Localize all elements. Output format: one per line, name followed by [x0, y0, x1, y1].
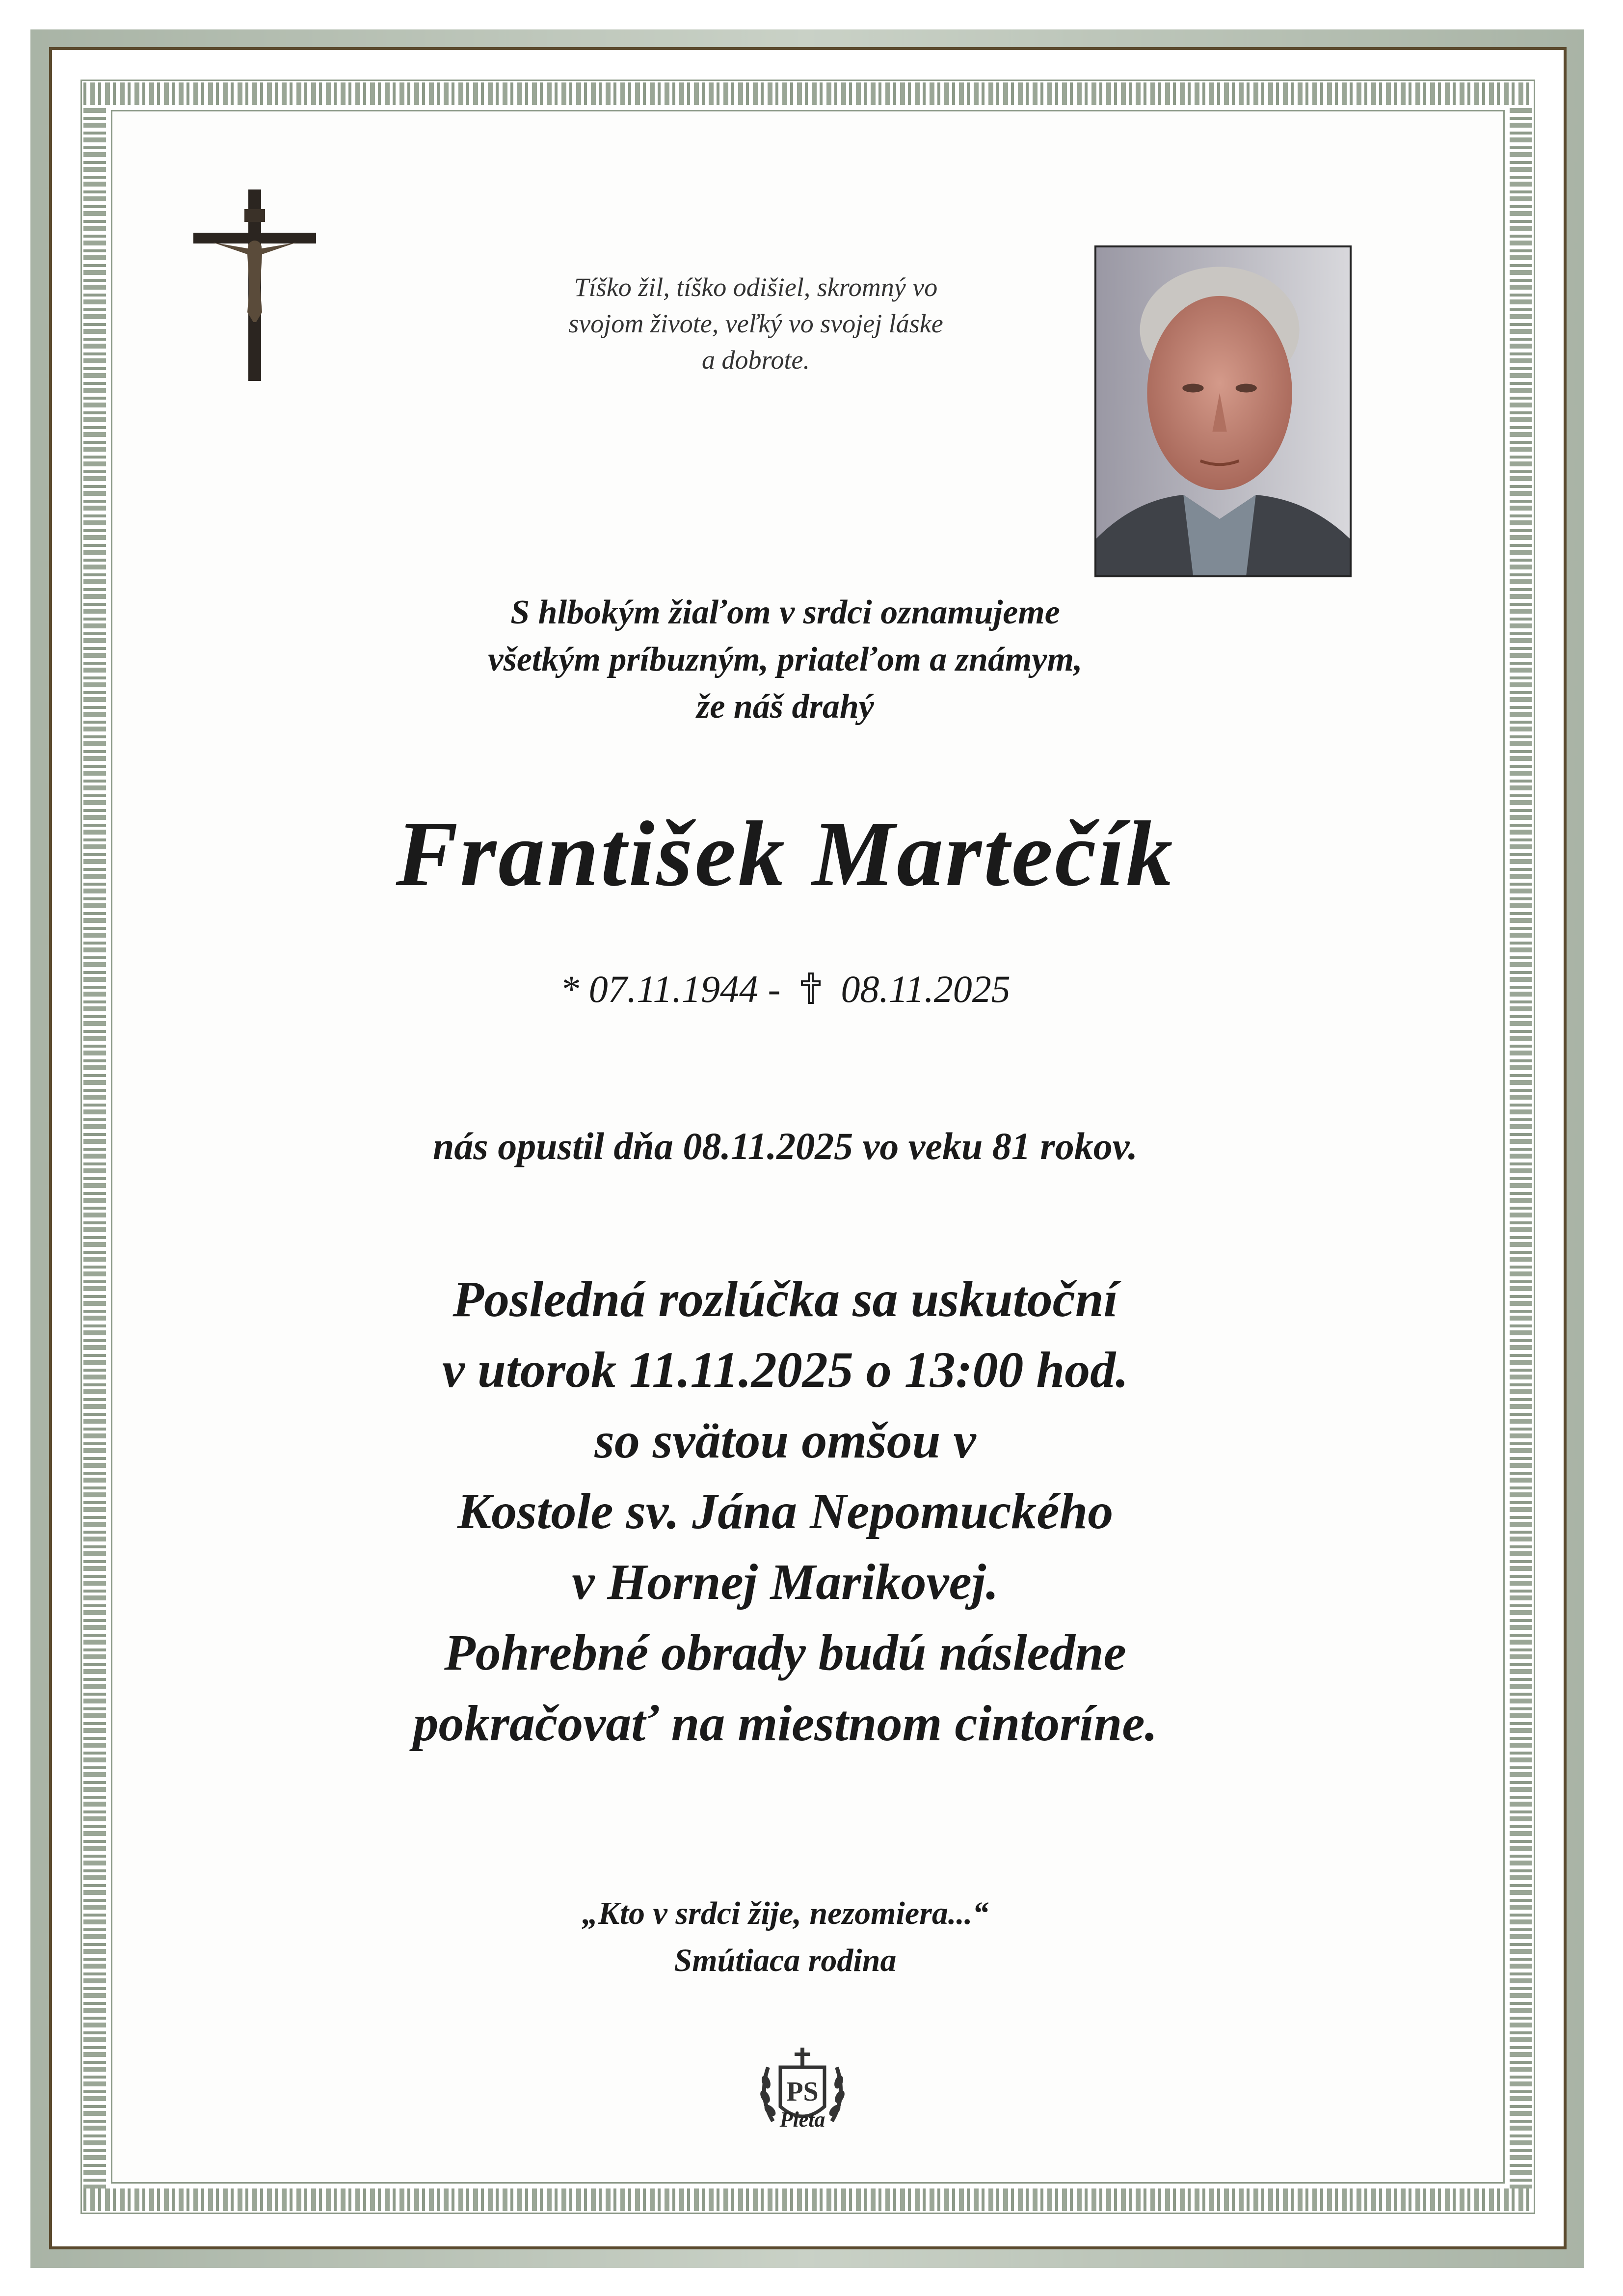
ceremony-details [196, 1264, 1374, 1759]
cross-icon [797, 972, 825, 1004]
logo-monogram: PS [786, 2077, 819, 2107]
ceremony-line: Posledná rozlúčka sa uskutoční [452, 1271, 1118, 1327]
closing [196, 1890, 1374, 1984]
deceased-name: František Martečík [396, 803, 1175, 906]
ceremony-line: v utorok 11.11.2025 o 13:00 hod. [442, 1342, 1129, 1398]
motto-line: a dobrote. [702, 345, 810, 375]
ceremony-line: Kostole sv. Jána Nepomuckého [457, 1483, 1114, 1540]
crucifix-icon [193, 189, 316, 381]
motto-line: Tíško žil, tíško odišiel, skromný vo [574, 272, 938, 302]
closing-quote: „Kto v srdci žije, nezomiera...“ [582, 1895, 989, 1931]
logo-brand: Pieta [779, 2107, 825, 2132]
death-date: 08.11.2025 [841, 968, 1011, 1010]
ceremony-line: Pohrebné obrady budú následne [444, 1624, 1126, 1681]
memorial-motto [481, 269, 1031, 378]
passed-away-line: nás opustil dňa 08.11.2025 vo veku 81 rokov. [433, 1125, 1138, 1167]
life-dates [196, 962, 1374, 1016]
motto-line: svojom živote, veľký vo svojej láske [568, 309, 943, 338]
announcement-line: všetkým príbuzným, priateľom a známym, [488, 641, 1083, 678]
portrait-photo [1094, 245, 1352, 577]
ceremony-line: so svätou omšou v [594, 1412, 976, 1469]
birth-date: * 07.11.1944 - [560, 968, 781, 1010]
announcement-line: S hlbokým žiaľom v srdci oznamujeme [510, 594, 1060, 631]
ceremony-line: pokračovať na miestnom cintoríne. [413, 1695, 1158, 1752]
announcement [196, 589, 1374, 730]
announcement-line: že náš drahý [696, 688, 874, 726]
family-signature: Smútiaca rodina [674, 1943, 897, 1978]
ceremony-line: v Hornej Marikovej. [572, 1554, 999, 1610]
pieta-logo-icon [753, 2026, 851, 2153]
